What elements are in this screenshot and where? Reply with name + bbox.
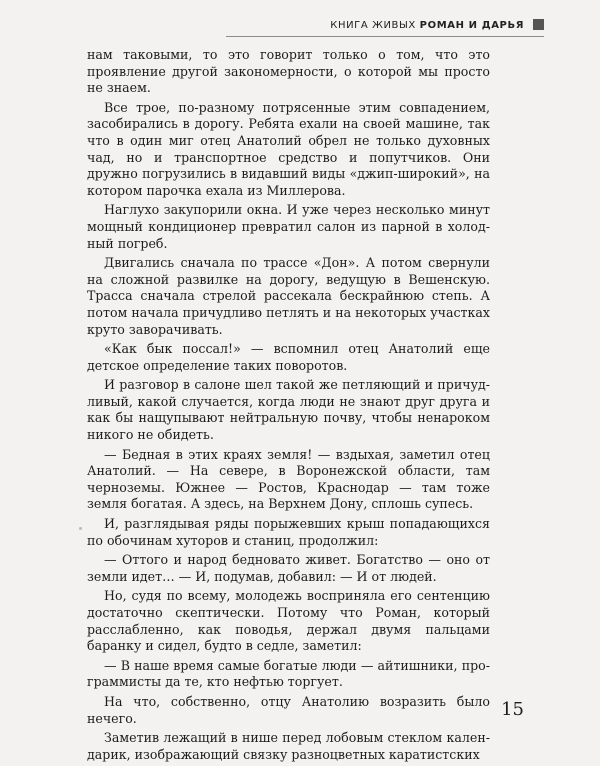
paragraph-7: — Бедная в этих краях земля! — вздыхая, заметил отец Анатолий. — На севере, в Воронежской области, там черноземы. Южнее — Ростов, Краснодар — там тоже земля богатая. А здесь, на Верхнем Дону, сплошь супесь. <box>87 446 490 512</box>
paragraph-1: нам таковыми, то это говорит только о том, что это проявление другой закономерности, о которой мы просто не знаем. <box>87 47 490 96</box>
paragraph-12: На что, собственно, отцу Анатолию возразить было нечего. <box>87 693 490 726</box>
paragraph-9: — Оттого и народ бедновато живет. Богатство — оно от земли идет… — И, подумав, добавил: — И от людей. <box>87 552 490 584</box>
paragraph-3: Наглухо закупорили окна. И уже через несколько минут мощный кондиционер превратил салон из парной в холодный погреб. <box>87 202 490 251</box>
paragraph-13: Заметив лежащий в нише перед лобовым стеклом календарик, изображающий связку разноцветных каратистских <box>87 730 490 762</box>
running-header <box>226 16 544 37</box>
header-story-title: РОМАН И ДАРЬЯ <box>419 20 524 31</box>
body-text <box>87 47 490 766</box>
header-book-title: КНИГА ЖИВЫХ <box>330 20 416 31</box>
header-square-icon <box>533 19 544 30</box>
paragraph-11: — В наше время самые богатые люди — айтишники, программисты да те, кто нефтью торгует. <box>87 657 490 690</box>
paragraph-10: Но, судя по всему, молодежь восприняла его сентенцию достаточно скептически. Потому что Роман, который расслабленно, как поводья, держал двумя пальцами баранку и сидел, будто в седле, заметил: <box>87 588 490 654</box>
page-number: 15 <box>501 699 524 720</box>
paragraph-4: Двигались сначала по трассе «Дон». А потом свернули на сложной развилке на дорогу, ведущую в Вешенскую. Трасса сначала стрелой рассекала бескрайнюю степь. А потом начала причудливо петлять и на некоторых участках круто заворачивать. <box>87 255 490 337</box>
paragraph-2: Все трое, по-разному потрясенные этим совпадением, засобирались в дорогу. Ребята ехали на своей машине, так что в один миг отец Анатолий обрел не только духовных чад, но и транспортное средство и попутчиков. Они дружно погрузились в видавший виды «джип-широкий», на котором парочка ехала из Миллерова. <box>87 99 490 198</box>
running-header-text <box>330 20 524 31</box>
margin-dot <box>79 527 82 530</box>
paragraph-5: «Как бык поссал!» — вспомнил отец Анатолий еще детское определение таких поворотов. <box>87 341 490 373</box>
paragraph-8: И, разглядывая ряды порыжевших крыш попадающихся по обочинам хуторов и станиц, продолжил: <box>87 516 490 548</box>
paragraph-6: И разговор в салоне шел такой же петляющий и причудливый, какой случается, когда люди не знают друг друга и как бы нащупывают нейтральную почву, чтобы ненароком никого не обидеть. <box>87 377 490 443</box>
